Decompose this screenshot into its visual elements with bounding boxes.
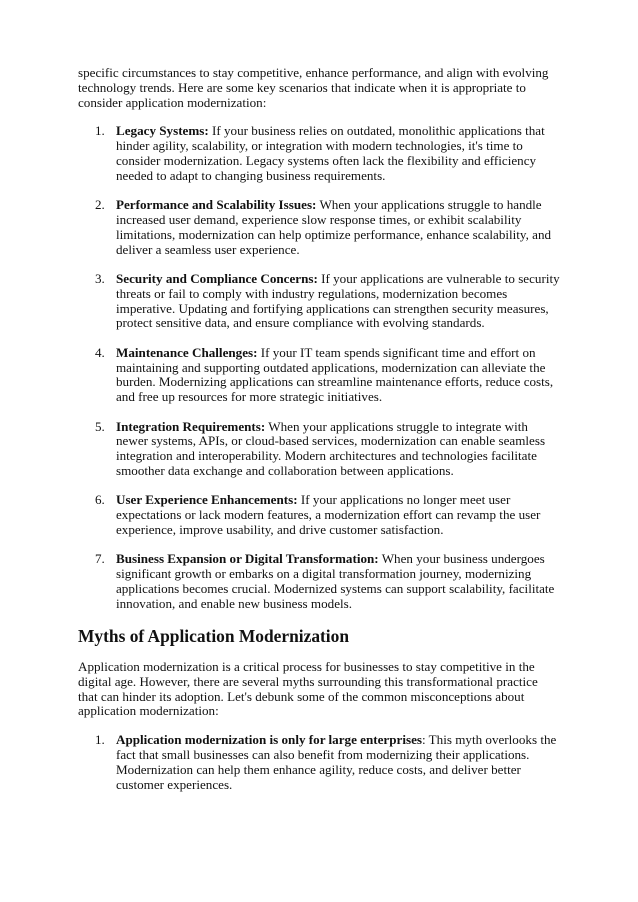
list-item-text: If your business relies on outdated, monolithic applications that hinder agility, scalability, or integration with modern technologies, it's time to consider modernization. Legacy systems often lack the flexibility and efficiency needed to adapt to changing business requirements. bbox=[116, 123, 545, 183]
list-item-text: If your applications are vulnerable to security threats or fail to comply with industry regulations, modernization becomes imperative. Updating and fortifying applications can strengthen security measures, protect sensitive data, and ensure compliance with evolving standards. bbox=[116, 270, 560, 331]
list-item bbox=[95, 732, 560, 792]
list-item bbox=[95, 123, 560, 183]
list-item-title: Performance and Scalability Issues: bbox=[116, 197, 317, 213]
list-number: 3. bbox=[95, 270, 105, 286]
list-item bbox=[95, 270, 560, 331]
scenario-list bbox=[78, 124, 560, 611]
list-item bbox=[95, 344, 560, 405]
list-number: 1. bbox=[95, 732, 105, 748]
list-item-title: Legacy Systems: bbox=[116, 123, 209, 139]
list-number: 1. bbox=[95, 123, 105, 139]
list-item-text: When your business undergoes significant growth or embarks on a digital transformation journey, modernizing applications becomes crucial. Modernized systems can support scalability, facilitate innovation, and enable new business models. bbox=[116, 551, 555, 611]
list-number: 7. bbox=[95, 551, 105, 567]
list-item-text: : This myth overlooks the fact that small businesses can also benefit from modernizing their applications. Modernization can help them enhance agility, reduce costs, and deliver better customer experiences. bbox=[116, 732, 557, 792]
list-item bbox=[95, 551, 560, 611]
list-item-title: Integration Requirements: bbox=[116, 418, 266, 434]
list-number: 5. bbox=[95, 418, 105, 434]
list-item-title: User Experience Enhancements: bbox=[116, 492, 298, 508]
list-number: 2. bbox=[95, 197, 105, 213]
list-number: 4. bbox=[95, 344, 105, 360]
document-page bbox=[78, 66, 560, 807]
list-item-text: When your applications struggle to integrate with newer systems, APIs, or cloud-based services, modernization can enable seamless integration and interoperability. Modern architectures and technologies facilitate smoother data exchange and collaboration between applications. bbox=[116, 418, 546, 478]
list-item-text: When your applications struggle to handle increased user demand, experience slow response times, or exhibit scalability limitations, modernization can help optimize performance, enhance scalability, and deliver a seamless user experience. bbox=[116, 197, 552, 257]
list-item-title: Application modernization is only for large enterprises bbox=[116, 732, 422, 748]
myths-list bbox=[78, 733, 560, 792]
list-item bbox=[95, 197, 560, 257]
list-item-title: Business Expansion or Digital Transformation: bbox=[116, 551, 379, 567]
list-number: 6. bbox=[95, 492, 105, 508]
list-item-text: If your IT team spends significant time and effort on maintaining and supporting outdated applications, modernization can alleviate the burden. Modernizing applications can streamline maintenance efforts, reduce costs, and free up resources for more strategic initiatives. bbox=[116, 344, 554, 405]
list-item bbox=[95, 418, 560, 479]
list-item-title: Maintenance Challenges: bbox=[116, 344, 258, 360]
list-item bbox=[95, 492, 560, 537]
list-item-text: If your applications no longer meet user expectations or lack modern features, a modernization effort can revamp the user experience, improve usability, and drive customer satisfaction. bbox=[116, 492, 541, 537]
intro-paragraph: specific circumstances to stay competitive, enhance performance, and align with evolving technology trends. Here are some key scenarios that indicate when it is appropriate to consider application modernization: bbox=[78, 65, 549, 110]
list-item-title: Security and Compliance Concerns: bbox=[116, 270, 318, 286]
myths-intro-paragraph: Application modernization is a critical process for businesses to stay competitive in the digital age. However, there are several myths surrounding this transformational practice that can hinder its adoption. Let's debunk some of the common misconceptions about application modernization: bbox=[78, 659, 538, 719]
myths-heading: Myths of Application Modernization bbox=[78, 626, 350, 647]
